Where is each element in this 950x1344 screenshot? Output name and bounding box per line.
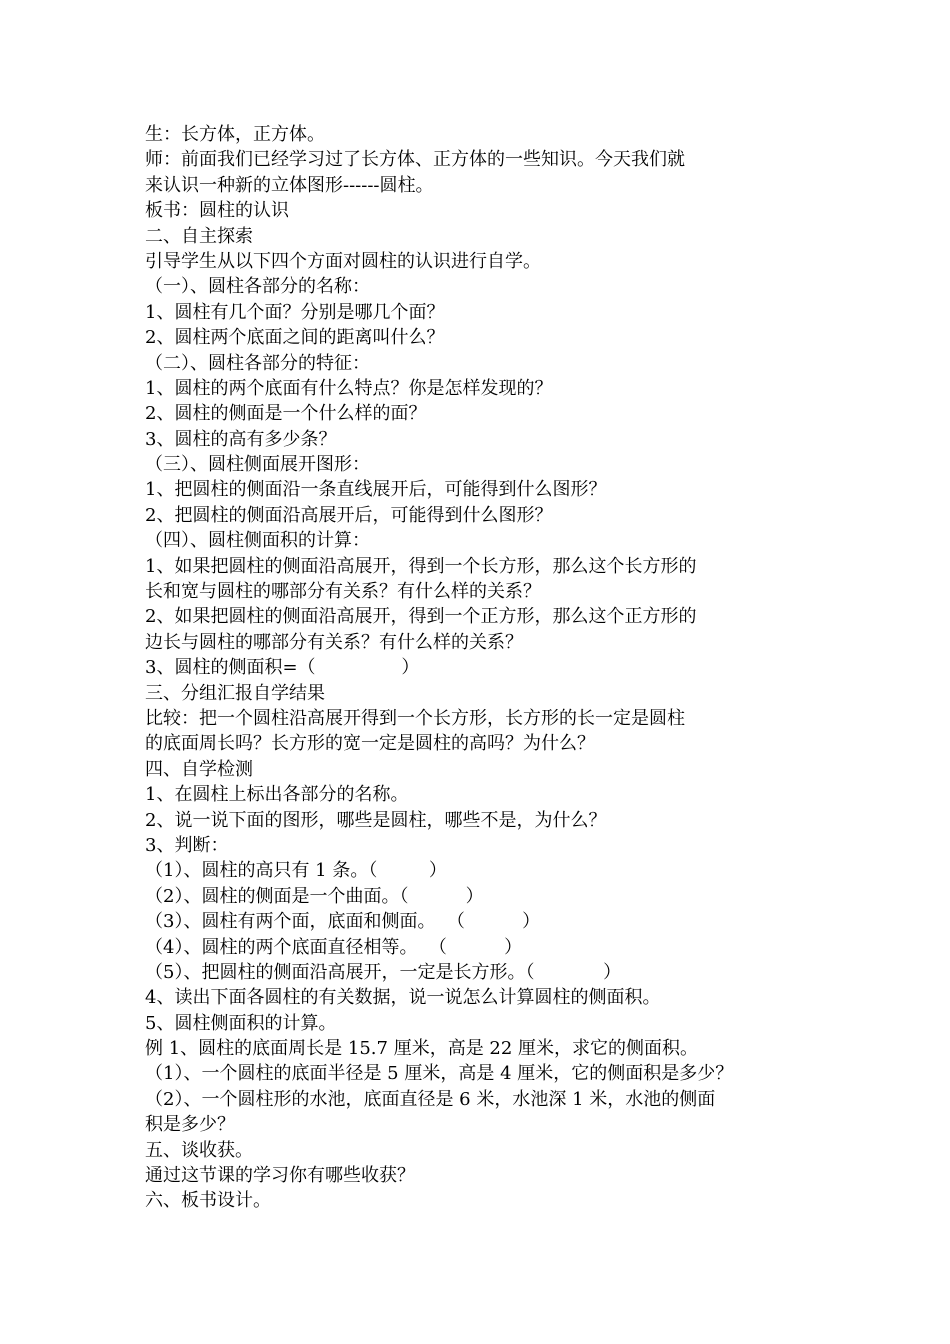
text-line: 1、在圆柱上标出各部分的名称。 [145,784,409,806]
text-line: 2、圆柱两个底面之间的距离叫什么？ [145,327,445,349]
text-line: 3、圆柱的高有多少条？ [145,428,337,450]
text-line: （2）、一个圆柱形的水池，底面直径是 6 米，水池深 1 米，水池的侧面 [145,1088,716,1110]
text-line: （1）、一个圆柱的底面半径是 5 厘米，高是 4 厘米，它的侧面积是多少？ [145,1063,734,1085]
text-line: 长和宽与圆柱的哪部分有关系？有什么样的关系？ [145,581,541,603]
text-line: 3、圆柱的侧面积=（ ） [145,657,420,679]
text-line: 2、说一说下面的图形，哪些是圆柱，哪些不是，为什么？ [145,809,607,831]
text-line: 通过这节课的学习你有哪些收获？ [145,1165,415,1187]
text-line: （2）、圆柱的侧面是一个曲面。（ ） [145,885,484,907]
text-line: （4）、圆柱的两个底面直径相等。 （ ） [145,936,523,958]
text-line: （二）、圆柱各部分的特征： [145,352,370,374]
text-line: 1、把圆柱的侧面沿一条直线展开后，可能得到什么图形？ [145,479,607,501]
text-line: 三、分组汇报自学结果 [145,682,325,704]
text-line: 边长与圆柱的哪部分有关系？有什么样的关系？ [145,631,523,653]
text-line: 五、谈收获。 [145,1139,253,1161]
text-line: （一）、圆柱各部分的名称： [145,276,370,298]
text-line: 4、读出下面各圆柱的有关数据，说一说怎么计算圆柱的侧面积。 [145,987,661,1009]
text-line: 2、如果把圆柱的侧面沿高展开，得到一个正方形，那么这个正方形的 [145,606,697,628]
text-line: 3、判断： [145,834,229,856]
document-page [145,122,815,1214]
text-line: 四、自学检测 [145,758,253,780]
text-line: 例 1、圆柱的底面周长是 15.7 厘米，高是 22 厘米，求它的侧面积。 [145,1038,699,1060]
text-line: 2、把圆柱的侧面沿高展开后，可能得到什么图形？ [145,504,553,526]
text-line: 师：前面我们已经学习过了长方体、正方体的一些知识。今天我们就 [145,149,685,171]
text-line: 2、圆柱的侧面是一个什么样的面？ [145,403,427,425]
text-line: 的底面周长吗？长方形的宽一定是圆柱的高吗？为什么？ [145,733,595,755]
text-line: 板书：圆柱的认识 [145,200,289,222]
text-line: （四）、圆柱侧面积的计算： [145,530,370,552]
text-line: 1、如果把圆柱的侧面沿高展开，得到一个长方形，那么这个长方形的 [145,555,697,577]
text-line: 引导学生从以下四个方面对圆柱的认识进行自学。 [145,250,541,272]
text-line: 积是多少？ [145,1114,235,1136]
text-line: （1）、圆柱的高只有 1 条。（ ） [145,860,447,882]
text-line: 比较：把一个圆柱沿高展开得到一个长方形，长方形的长一定是圆柱 [145,707,685,729]
text-line: （5）、把圆柱的侧面沿高展开，一定是长方形。（ ） [145,961,622,983]
text-line: （三）、圆柱侧面展开图形： [145,454,370,476]
text-line: 生：长方体，正方体。 [145,124,325,145]
text-line: 六、板书设计。 [145,1190,271,1212]
text-line: 5、圆柱侧面积的计算。 [145,1012,337,1034]
text-line: 1、圆柱有几个面？分别是哪几个面？ [145,301,445,323]
text-line: 1、圆柱的两个底面有什么特点？你是怎样发现的？ [145,377,553,399]
text-line: 二、自主探索 [145,225,253,247]
text-line: （3）、圆柱有两个面，底面和侧面。 （ ） [145,911,541,933]
text-line: 来认识一种新的立体图形------圆柱。 [145,174,434,196]
